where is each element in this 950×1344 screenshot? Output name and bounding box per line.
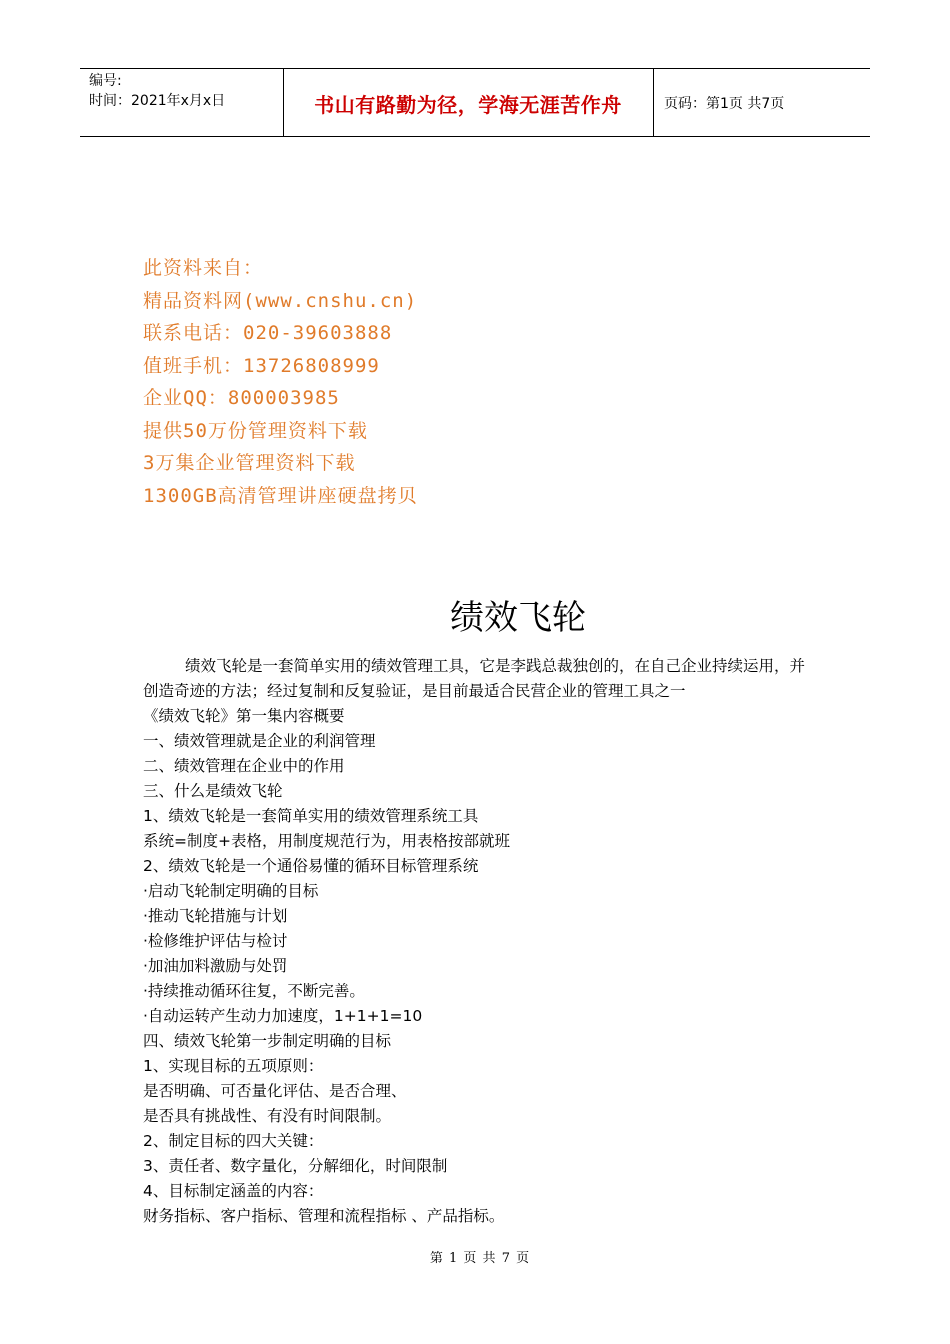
promo-line: 企业QQ：800003985 — [143, 387, 340, 409]
promo-line: 联系电话：020-39603888 — [143, 322, 393, 344]
body-line: 系统=制度+表格，用制度规范行为，用表格按部就班 — [143, 832, 510, 850]
intro-paragraph: 绩效飞轮是一套简单实用的绩效管理工具，它是李践总裁独创的，在自己企业持续运用，并创造奇迹的方法；经过复制和反复验证，是目前最适合民营企业的管理工具之一 — [143, 657, 806, 700]
body-line: 二、绩效管理在企业中的作用 — [143, 757, 345, 775]
body-line: 2、制定目标的四大关键： — [143, 1132, 324, 1150]
body-line: 《绩效飞轮》第一集内容概要 — [143, 707, 345, 725]
body-line: 4、目标制定涵盖的内容： — [143, 1182, 324, 1200]
body-line: 2、绩效飞轮是一个通俗易懂的循环目标管理系统 — [143, 857, 479, 875]
page-header — [80, 68, 870, 137]
promo-block — [143, 252, 418, 512]
header-motto: 书山有路勤为径，学海无涯苦作舟 — [314, 93, 622, 117]
document-body — [143, 654, 813, 1229]
body-line: 是否明确、可否量化评估、是否合理、 — [143, 1082, 407, 1100]
body-line: 三、什么是绩效飞轮 — [143, 782, 283, 800]
body-line: ·启动飞轮制定明确的目标 — [143, 882, 319, 900]
document-title: 绩效飞轮 — [450, 598, 586, 638]
body-line: 一、绩效管理就是企业的利润管理 — [143, 732, 376, 750]
promo-line: 此资料来自： — [143, 257, 264, 279]
body-line: 3、责任者、数字量化，分解细化，时间限制 — [143, 1157, 448, 1175]
doc-time-label: 时间：2021年x月x日 — [89, 93, 226, 109]
header-meta — [89, 71, 279, 111]
body-line: 1、实现目标的五项原则： — [143, 1057, 324, 1075]
body-line: ·加油加料激励与处罚 — [143, 957, 288, 975]
body-line: 是否具有挑战性、有没有时间限制。 — [143, 1107, 392, 1125]
header-page-label: 页码：第1页 共7页 — [664, 96, 785, 112]
promo-line: 提供50万份管理资料下载 — [143, 419, 368, 442]
page-footer: 第 1 页 共 7 页 — [429, 1251, 531, 1266]
promo-line: 1300GB高清管理讲座硬盘拷贝 — [143, 484, 418, 507]
body-line: ·推动飞轮措施与计划 — [143, 907, 288, 925]
body-line: ·检修维护评估与检讨 — [143, 932, 288, 950]
doc-number-label: 编号: — [89, 73, 122, 89]
body-line: 四、绩效飞轮第一步制定明确的目标 — [143, 1032, 392, 1050]
body-line: 财务指标、客户指标、管理和流程指标 、产品指标。 — [143, 1207, 505, 1225]
body-line: 1、绩效飞轮是一套简单实用的绩效管理系统工具 — [143, 807, 479, 825]
body-line: ·自动运转产生动力加速度，1+1+1=10 — [143, 1007, 423, 1025]
header-divider-right — [653, 69, 654, 136]
promo-line: 精品资料网(www.cnshu.cn) — [143, 289, 418, 312]
body-line: ·持续推动循环往复，不断完善。 — [143, 982, 365, 1000]
promo-line: 值班手机：13726808999 — [143, 354, 380, 377]
promo-line: 3万集企业管理资料下载 — [143, 452, 356, 474]
